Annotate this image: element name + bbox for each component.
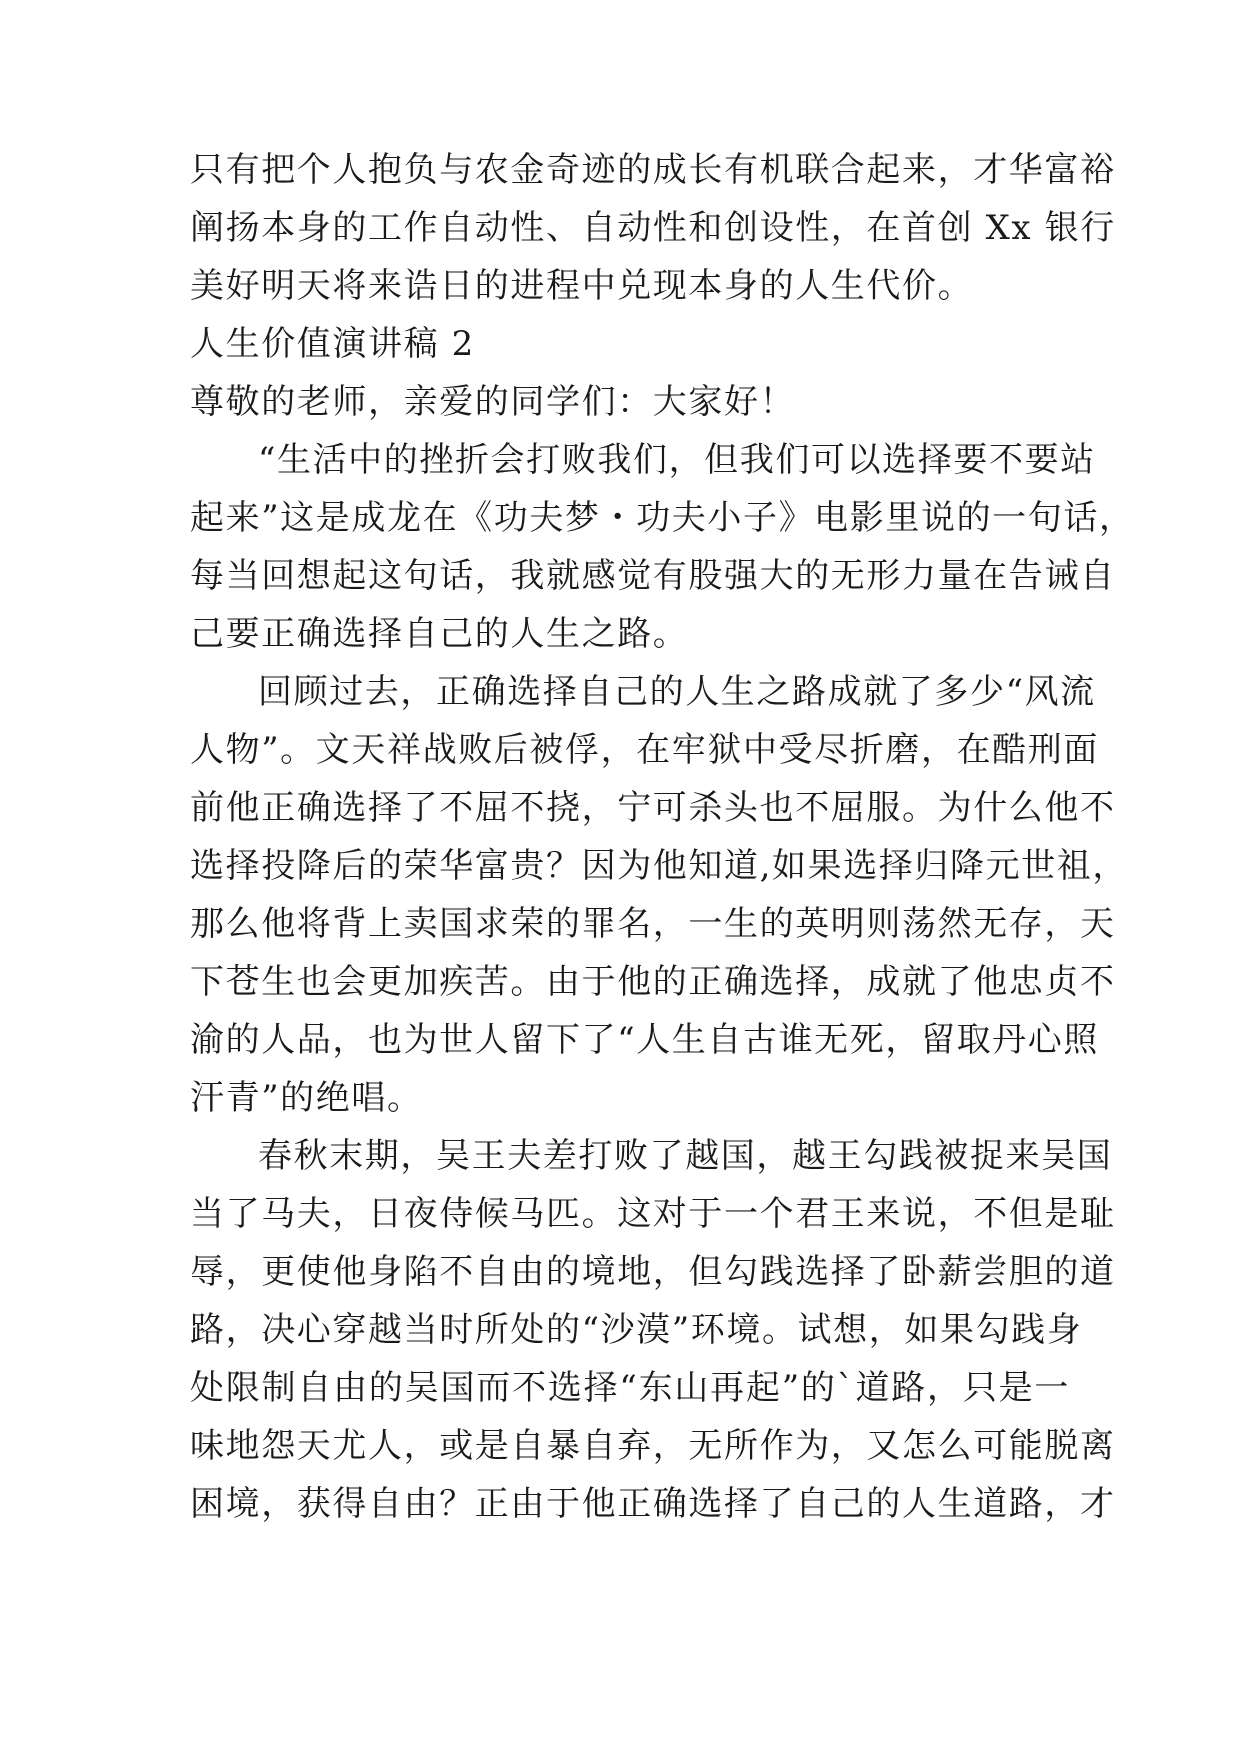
text-line: 路，决心穿越当时所处的“沙漠”环境。试想，如果勾践身 (190, 1310, 1083, 1350)
paragraph-start-line: 回顾过去，正确选择自己的人生之路成就了多少“风流 (258, 672, 1096, 712)
paragraph-start-line: “生活中的挫折会打败我们，但我们可以选择要不要站 (258, 440, 1096, 480)
text-line: 阐扬本身的工作自动性、自动性和创设性，在首创 Xx 银行 (190, 208, 1116, 248)
paragraph-start-line: 春秋末期，吴王夫差打败了越国，越王勾践被捉来吴国 (258, 1136, 1113, 1176)
text-line: 汗青”的绝唱。 (190, 1078, 423, 1118)
text-line: 美好明天将来诰日的进程中兑现本身的人生代价。 (190, 266, 974, 306)
text-line: 味地怨天尤人，或是自暴自弃，无所作为，又怎么可能脱离 (190, 1426, 1116, 1466)
text-line: 起来”这是成龙在《功夫梦・功夫小子》电影里说的一句话， (190, 498, 1135, 538)
text-line: 只有把个人抱负与农金奇迹的成长有机联合起来，才华富裕 (190, 150, 1116, 190)
text-line: 渝的人品，也为世人留下了“人生自古谁无死，留取丹心照 (190, 1020, 1099, 1060)
text-line: 人物”。文天祥战败后被俘，在牢狱中受尽折磨，在酷刑面 (190, 730, 1099, 770)
text-line: 每当回想起这句话，我就感觉有股强大的无形力量在告诫自 (190, 556, 1116, 596)
text-line: 选择投降后的荣华富贵？因为他知道,如果选择归降元世祖， (190, 846, 1129, 886)
salutation: 尊敬的老师，亲爱的同学们：大家好！ (190, 382, 796, 422)
text-line: 处限制自由的吴国而不选择“东山再起”的`道路，只是一 (190, 1368, 1070, 1408)
text-line: 当了马夫，日夜侍候马匹。这对于一个君王来说，不但是耻 (190, 1194, 1116, 1234)
text-line: 困境，获得自由？正由于他正确选择了自己的人生道路，才 (190, 1484, 1116, 1524)
text-line: 前他正确选择了不屈不挠，宁可杀头也不屈服。为什么他不 (190, 788, 1116, 828)
text-line: 下苍生也会更加疾苦。由于他的正确选择，成就了他忠贞不 (190, 962, 1116, 1002)
section-heading: 人生价值演讲稿 2 (190, 324, 475, 364)
text-line: 那么他将背上卖国求荣的罪名，一生的英明则荡然无存，天 (190, 904, 1116, 944)
text-line: 辱，更使他身陷不自由的境地，但勾践选择了卧薪尝胆的道 (190, 1252, 1116, 1292)
text-line: 己要正确选择自己的人生之路。 (190, 614, 689, 654)
